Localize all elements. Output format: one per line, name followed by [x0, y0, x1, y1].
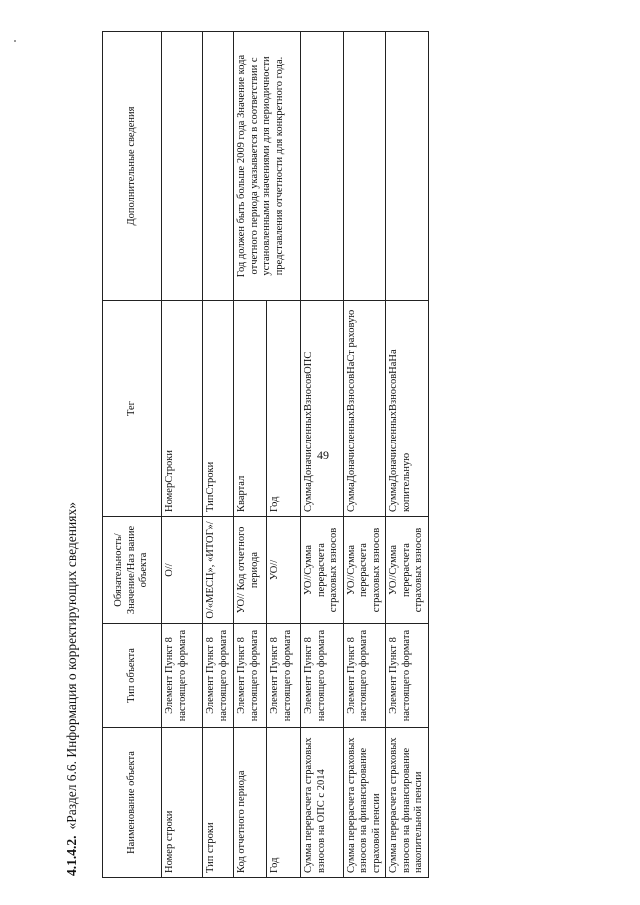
section-heading [62, 32, 102, 878]
header-type: Тип объекта [103, 624, 162, 728]
cell-type: Элемент Пункт 8 настоящего формата [301, 624, 344, 728]
cell-name: Тип строки [203, 728, 234, 878]
header-info: Дополнительные сведения [103, 32, 162, 301]
cell-name: Номер строки [162, 728, 203, 878]
cell-type: Элемент Пункт 8 настоящего формата [203, 624, 234, 728]
cell-info [203, 32, 234, 301]
cell-requirement: О// [162, 517, 203, 624]
cell-info [343, 32, 386, 301]
table-row [234, 32, 267, 878]
cell-info [162, 32, 203, 301]
cell-info [386, 32, 429, 301]
cell-tag: ТипСтроки [203, 301, 234, 517]
section-title: «Раздел 6.6. Информация о корректирующих сведениях» [64, 502, 79, 830]
table-header-row [103, 32, 162, 878]
scan-speck [14, 40, 16, 42]
cell-info [301, 32, 344, 301]
cell-requirement: УО// Код отчетного периода [234, 517, 267, 624]
table-row [301, 32, 344, 878]
cell-name: Год [267, 728, 301, 878]
cell-requirement: УО//Сумма перерасчета страховых взносов [343, 517, 386, 624]
cell-requirement: О/«МЕСЦ», «ИТОГ»/ [203, 517, 234, 624]
header-name: Наименование объекта [103, 728, 162, 878]
cell-tag: СуммаДоначисленныхВзносовНаНа копительную [386, 301, 429, 517]
cell-requirement: УО//Сумма перерасчета страховых взносов [386, 517, 429, 624]
cell-requirement: УО// [267, 517, 301, 624]
cell-name: Код отчетного периода [234, 728, 267, 878]
cell-tag: НомерСтроки [162, 301, 203, 517]
cell-type: Элемент Пункт 8 настоящего формата [343, 624, 386, 728]
cell-type: Элемент Пункт 8 настоящего формата [267, 624, 301, 728]
cell-name: Сумма перерасчета страховых взносов на финансирование накопительной пенсии [386, 728, 429, 878]
cell-tag: СуммаДоначисленныхВзносовНаСт раховую [343, 301, 386, 517]
cell-type: Элемент Пункт 8 настоящего формата [234, 624, 267, 728]
cell-requirement: УО//Сумма перерасчета страховых взносов [301, 517, 344, 624]
header-requirement: Обязательность/Значение/Наз вание объекта [103, 517, 162, 624]
table-row [162, 32, 203, 878]
header-tag: Тег [103, 301, 162, 517]
rotated-page-content [62, 32, 582, 878]
table-row [343, 32, 386, 878]
table-row [203, 32, 234, 878]
section-number: 4.1.4.2. [64, 835, 79, 876]
cell-name: Сумма перерасчета страховых взносов на финансирование страховой пенсии [343, 728, 386, 878]
page-number: 49 [317, 448, 329, 462]
cell-type: Элемент Пункт 8 настоящего формата [162, 624, 203, 728]
table-row [386, 32, 429, 878]
cell-type: Элемент Пункт 8 настоящего формата [386, 624, 429, 728]
cell-tag: СуммаДоначисленныхВзносовОПС [301, 301, 344, 517]
cell-tag: Квартал [234, 301, 267, 517]
cell-name: Сумма перерасчета страховых взносов на ОПС с 2014 [301, 728, 344, 878]
cell-info: Год должен быть больше 2009 года Значение кода отчетного периода указывается в соответствии с установленными значениями для периодичности представления отчетности для конкретного года. [234, 32, 301, 301]
correction-info-table [102, 31, 429, 878]
cell-tag: Год [267, 301, 301, 517]
